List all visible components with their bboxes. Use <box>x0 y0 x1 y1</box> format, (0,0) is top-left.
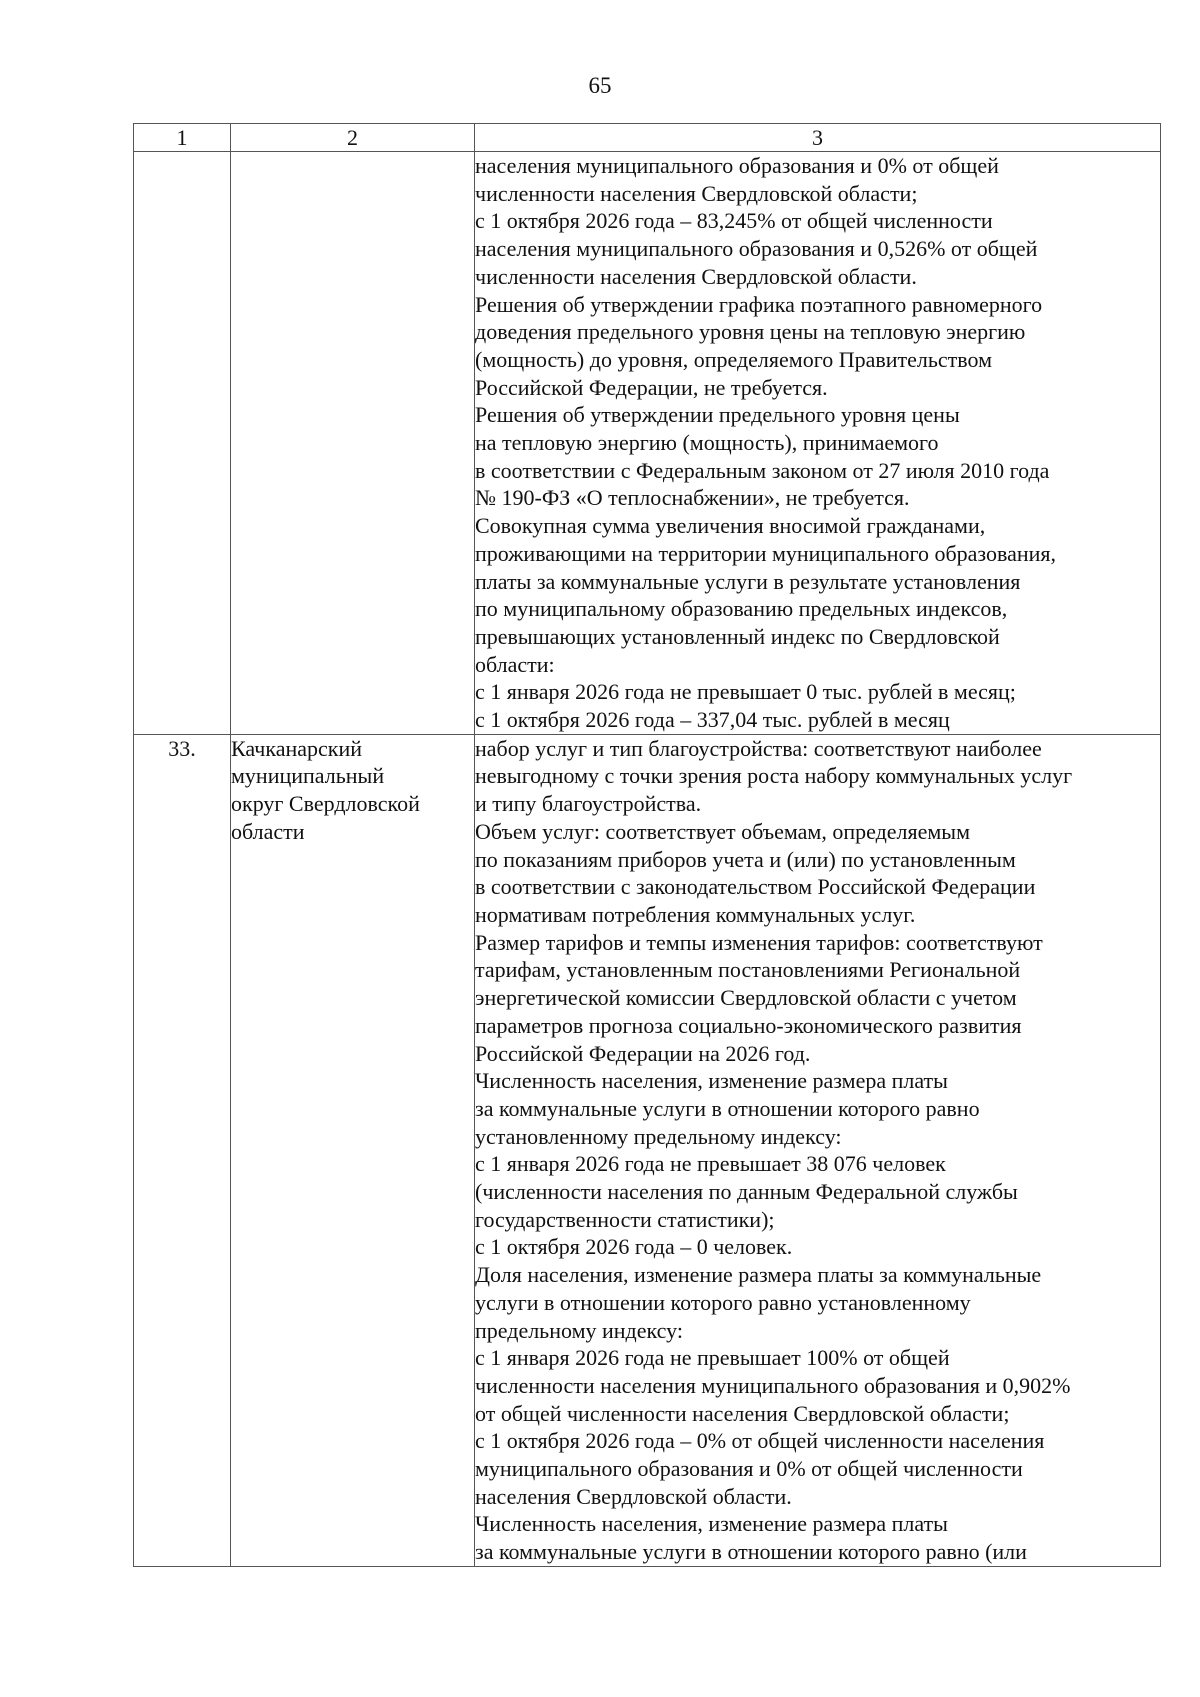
municipality-name-cell <box>231 152 475 735</box>
table-header-row <box>134 124 1161 152</box>
text-line: Доля населения, изменение размера платы за коммунальные <box>475 1262 1042 1288</box>
text-line: превышающих установленный индекс по Свердловской <box>475 623 1000 649</box>
text-line: с 1 января 2026 года не превышает 38 076 человек <box>475 1151 946 1177</box>
text-line: муниципального образования и 0% от общей численности <box>475 1456 1023 1482</box>
table-body <box>134 152 1161 1567</box>
text-line: платы за коммунальные услуги в результате установления <box>475 568 1021 594</box>
name-line: муниципальный <box>231 763 385 789</box>
name-line: Качканарский <box>231 735 362 761</box>
text-line: по муниципальному образованию предельных индексов, <box>475 596 1008 622</box>
text-line: с 1 января 2026 года не превышает 100% от общей <box>475 1345 950 1371</box>
text-line: численности населения муниципального образования и 0,902% <box>475 1372 1071 1398</box>
description-cell <box>475 152 1161 735</box>
text-line: невыгодному с точки зрения роста набору коммунальных услуг <box>475 763 1073 789</box>
text-line: за коммунальные услуги в отношении которого равно (или <box>475 1539 1027 1565</box>
text-line: за коммунальные услуги в отношении которого равно <box>475 1095 980 1121</box>
row-number-cell: 33. <box>134 734 231 1566</box>
text-line: численности населения Свердловской области. <box>475 263 917 289</box>
text-line: населения муниципального образования и 0% от общей <box>475 153 999 178</box>
text-line: предельному индексу: <box>475 1317 683 1343</box>
text-line: установленному предельному индексу: <box>475 1123 842 1149</box>
text-line: с 1 октября 2026 года – 0 человек. <box>475 1234 793 1260</box>
text-line: № 190-ФЗ «О теплоснабжении», не требуется. <box>475 485 910 511</box>
text-line: Объем услуг: соответствует объемам, определяемым <box>475 818 971 844</box>
table-row <box>134 152 1161 735</box>
text-line: Размер тарифов и темпы изменения тарифов: соответствуют <box>475 929 1043 955</box>
document-table <box>133 123 1161 1567</box>
text-line: от общей численности населения Свердловской области; <box>475 1400 1010 1426</box>
text-line: энергетической комиссии Свердловской области с учетом <box>475 985 1017 1011</box>
text-line: (численности населения по данным Федеральной службы <box>475 1179 1018 1205</box>
text-line: Численность населения, изменение размера платы <box>475 1511 948 1537</box>
text-line: с 1 января 2026 года не превышает 0 тыс. рублей в месяц; <box>475 679 1016 705</box>
text-line: с 1 октября 2026 года – 337,04 тыс. рублей в месяц <box>475 707 950 733</box>
text-line: Решения об утверждении графика поэтапного равномерного <box>475 291 1043 317</box>
text-line: параметров прогноза социально-экономического развития <box>475 1012 1022 1038</box>
row-number-cell <box>134 152 231 735</box>
text-line: нормативам потребления коммунальных услуг. <box>475 901 916 927</box>
text-line: Решения об утверждении предельного уровня цены <box>475 402 960 428</box>
text-line: услуги в отношении которого равно установленному <box>475 1289 971 1315</box>
column-header-1: 1 <box>134 124 231 152</box>
text-line: Российской Федерации, не требуется. <box>475 374 828 400</box>
text-line: с 1 октября 2026 года – 83,245% от общей численности <box>475 208 993 234</box>
text-line: с 1 октября 2026 года – 0% от общей численности населения <box>475 1428 1045 1454</box>
text-line: численности населения Свердловской области; <box>475 180 918 206</box>
text-line: проживающими на территории муниципального образования, <box>475 540 1057 566</box>
text-line: населения Свердловской области. <box>475 1483 792 1509</box>
name-line: области <box>231 818 305 844</box>
text-line: тарифам, установленным постановлениями Региональной <box>475 957 1021 983</box>
text-line: по показаниям приборов учета и (или) по установленным <box>475 846 1016 872</box>
text-line: и типу благоустройства. <box>475 791 702 817</box>
text-line: на тепловую энергию (мощность), принимаемого <box>475 430 939 456</box>
text-line: (мощность) до уровня, определяемого Правительством <box>475 346 993 372</box>
column-header-2: 2 <box>231 124 475 152</box>
text-line: государственности статистики); <box>475 1206 775 1232</box>
text-line: в соответствии с Федеральным законом от 27 июля 2010 года <box>475 457 1050 483</box>
text-line: набор услуг и тип благоустройства: соответствуют наиболее <box>475 735 1042 761</box>
text-line: населения муниципального образования и 0,526% от общей <box>475 236 1038 262</box>
page-number: 65 <box>588 73 612 98</box>
text-line: Численность населения, изменение размера платы <box>475 1068 948 1094</box>
municipality-name-cell <box>231 734 475 1566</box>
name-line: округ Свердловской <box>231 791 420 817</box>
text-line: доведения предельного уровня цены на тепловую энергию <box>475 319 1026 345</box>
text-line: Российской Федерации на 2026 год. <box>475 1040 811 1066</box>
table-row <box>134 734 1161 1566</box>
description-cell <box>475 734 1161 1566</box>
text-line: области: <box>475 651 555 677</box>
text-line: Совокупная сумма увеличения вносимой гражданами, <box>475 513 986 539</box>
text-line: в соответствии с законодательством Российской Федерации <box>475 874 1036 900</box>
column-header-3: 3 <box>475 124 1161 152</box>
